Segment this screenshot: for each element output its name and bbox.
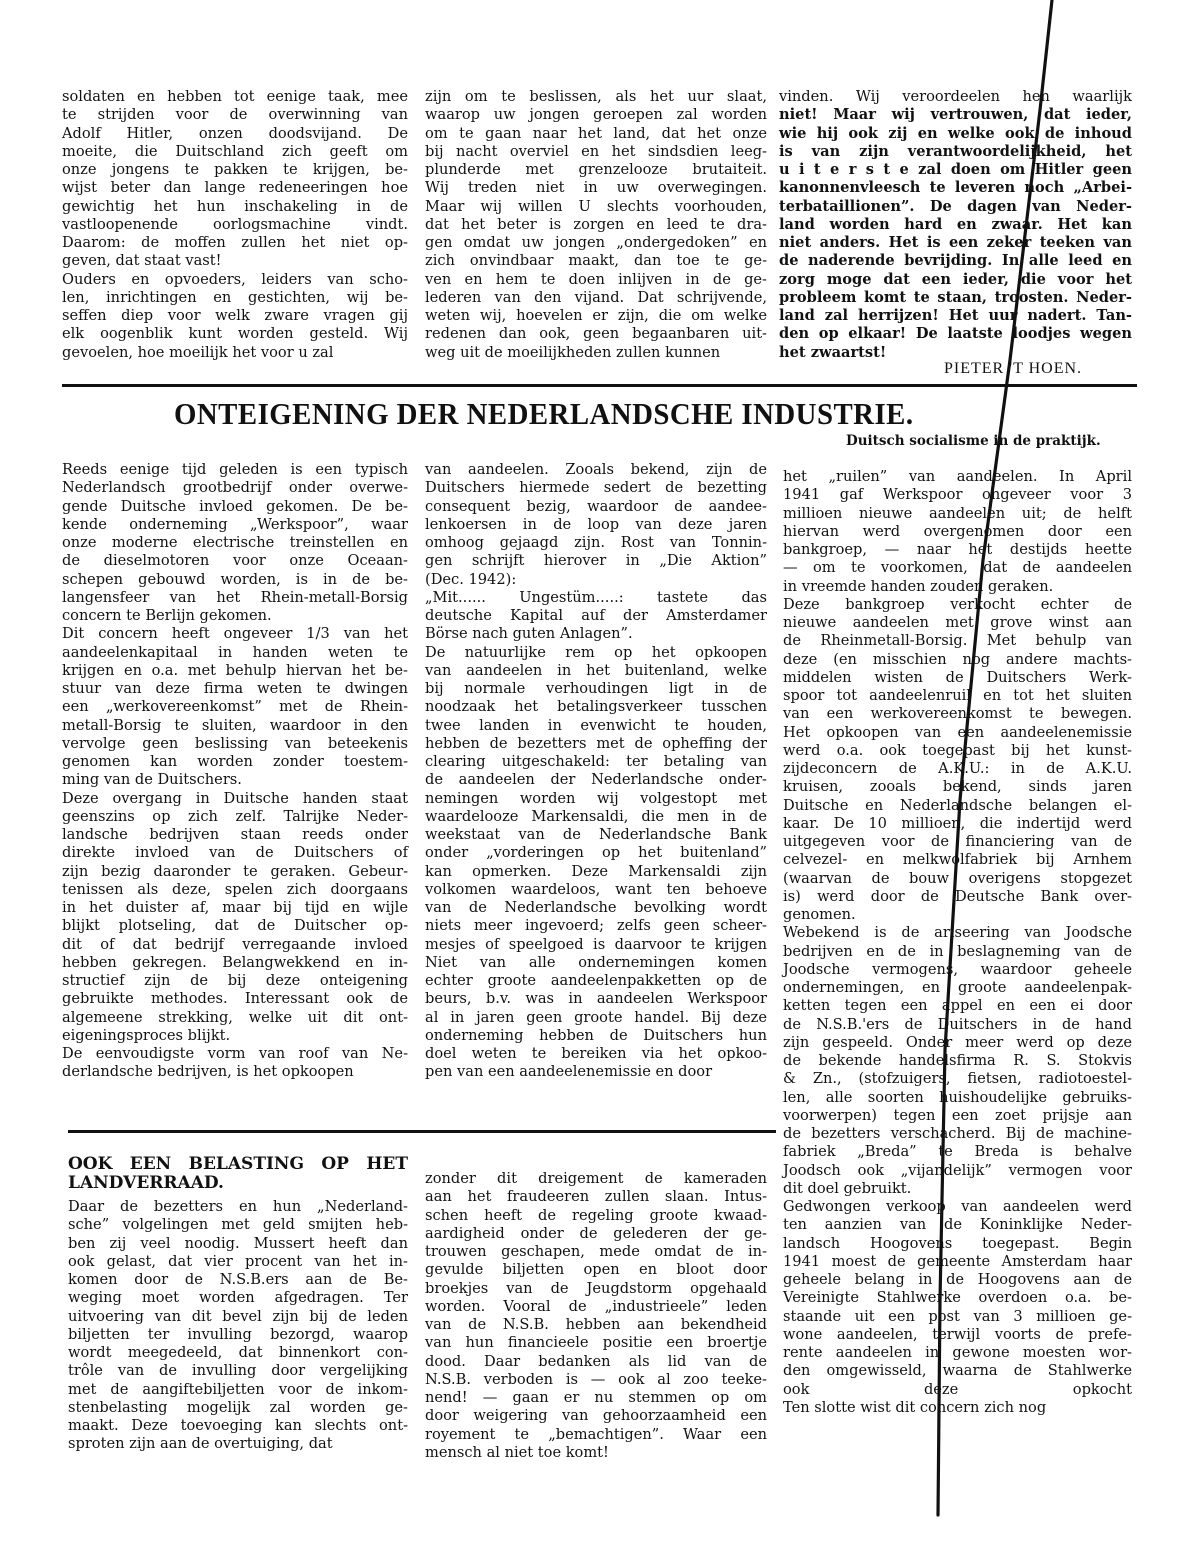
text-line: aardigheid onder de gelederen der ge- [425, 1224, 767, 1242]
text-line: gewichtig het hun inschakeling in de [62, 197, 408, 215]
text-line: deze (en misschien nog andere machts- [783, 650, 1132, 668]
text-line: deutsche Kapital auf der Amsterdamer [425, 607, 767, 624]
text-line: clearing uitgeschakeld: ter betaling van [425, 753, 767, 770]
text-line: De eenvoudigste vorm van roof van Ne- [62, 1045, 408, 1062]
text-line: van aandeelen. Zooals bekend, zijn de [425, 461, 767, 478]
text-line: te strijden voor de overwinning van [62, 106, 408, 124]
text-line: schen heeft de regeling groote kwaad- [425, 1206, 767, 1224]
main-article-column-1 [62, 461, 408, 1082]
text-line: aan het fraudeeren zullen slaan. Intus- [425, 1188, 767, 1206]
text-line: zonder dit dreigement de kameraden [425, 1170, 767, 1187]
text-line: in het duister af, maar bij tijd en wijle [62, 899, 408, 916]
text-line: vervolge geen beslissing van beteekenis [62, 734, 408, 752]
text-line: door weigering van gehoorzaamheid een [425, 1407, 767, 1425]
text-line: u i t e r s t e zal doen om Hitler geen [779, 161, 1132, 178]
text-line: de naderende bevrijding. In alle leed en [779, 252, 1132, 270]
text-line: niet! Maar wij vertrouwen, dat ieder, [779, 106, 1132, 124]
text-line: ketten tegen een appel en een ei door [783, 997, 1132, 1015]
text-line: De natuurlijke rem op het opkoopen [425, 643, 767, 661]
text-line: volkomen waardeloos, want ten behoeve [425, 880, 767, 898]
text-line: Gedwongen verkoop van aandeelen werd [783, 1198, 1132, 1215]
text-line: redenen dan ook, geen begaanbaren uit- [425, 325, 767, 343]
text-line: lederen van den vijand. Dat schrijvende, [425, 288, 767, 306]
text-line: kende onderneming „Werkspoor”, waar [62, 515, 408, 533]
text-line: eigeningsproces blijkt. [62, 1026, 231, 1044]
text-line: mensch al niet toe komt! [425, 1443, 609, 1461]
text-line: spoor tot aandeelenruil en tot het sluiten [783, 687, 1132, 704]
text-line: ook deze opkocht [783, 1380, 1132, 1398]
text-line: doel weten te bereiken via het opkoo- [425, 1045, 767, 1062]
text-line: dat het beter is zorgen en leed te dra- [425, 215, 767, 233]
text-line: hebben gekregen. Belangwekkend en in- [62, 953, 408, 971]
text-line: derlandsche bedrijven, is het opkoopen [62, 1063, 354, 1081]
text-line: is van zijn verantwoordelijkheid, het [779, 142, 1132, 160]
text-line: van de Nederlandsche bevolking wordt [425, 899, 767, 916]
text-line: concern te Berlijn gekomen. [62, 607, 272, 624]
text-line: uitgegeven voor de financiering van de [783, 833, 1132, 850]
text-line: Ouders en opvoeders, leiders van scho- [62, 270, 408, 288]
text-line: weg uit de moeilijkheden zullen kunnen [425, 343, 721, 361]
text-line: niets meer ingevoerd; zelfs geen scheer- [425, 917, 767, 935]
text-line: len, alle soorten huishoudelijke gebruiks- [783, 1088, 1132, 1106]
text-line: lenkoersen in de loop van deze jaren [425, 515, 767, 533]
text-line: bij normale verhoudingen ligt in de [425, 680, 767, 697]
text-line: gen omdat uw jongen „ondergedoken” en [425, 234, 767, 251]
text-line: hiervan werd overgenomen door een [783, 522, 1132, 540]
text-line: nemingen worden wij volgestopt met [425, 789, 767, 807]
text-line: Nederlandsch grootbedrijf onder overwe- [62, 479, 408, 497]
text-line: ven en hem te doen inlijven in de ge- [425, 270, 767, 288]
text-line: gebruikte methodes. Interessant ook de [62, 990, 408, 1008]
text-line: metall-Borsig te sluiten, waardoor in den [62, 716, 408, 734]
text-line: middelen wisten de Duitschers Werk- [783, 668, 1132, 686]
text-line: zorg moge dat een ieder, die voor het [779, 270, 1132, 288]
text-line: van de N.S.B. hebben aan bekendheid [425, 1316, 767, 1333]
text-line: noodzaak het betalingsverkeer tusschen [425, 698, 767, 716]
text-line: dood. Daar bedanken als lid van de [425, 1352, 767, 1370]
text-line: Wij treden niet in uw overwegingen. [425, 179, 767, 197]
text-line: land worden hard en zwaar. Het kan [779, 215, 1132, 233]
text-line: het zwaartst! [779, 343, 887, 361]
text-line: moeite, die Duitschland zich geeft om [62, 142, 408, 160]
text-line: van aandeelen in het buitenland, welke [425, 661, 767, 679]
text-line: structief zijn de bij deze onteigening [62, 972, 408, 989]
text-line: uitvoering van dit bevel zijn bij de leden [68, 1307, 408, 1325]
text-line: Maar wij willen U slechts voorhouden, [425, 197, 767, 215]
text-line: omhoog gejaagd zijn. Rost van Tonnin- [425, 534, 767, 551]
text-line: sproten zijn aan de overtuiging, dat [68, 1435, 333, 1453]
text-line: voorwerpen) tegen een zoet prijsje aan [783, 1106, 1132, 1124]
text-line: pen van een aandeelenemissie en door [425, 1063, 713, 1081]
text-line: komen door de N.S.B.ers aan de Be- [68, 1271, 408, 1288]
text-line: algemeene strekking, welke uit dit ont- [62, 1008, 408, 1026]
text-line: den op elkaar! De laatste loodjes wegen [779, 325, 1132, 343]
text-line: geven, dat staat vast! [62, 252, 222, 270]
text-line: gevoelen, hoe moeilijk het voor u zal [62, 343, 334, 361]
text-line: de N.S.B.'ers de Duitschers in de hand [783, 1015, 1132, 1033]
text-line: stuur van deze firma weten te dwingen [62, 680, 408, 697]
main-article-column-2 [425, 461, 767, 1082]
text-line: (waarvan de bouw overigens stopgezet [783, 869, 1132, 887]
text-line: in vreemde handen zouden geraken. [783, 577, 1054, 595]
text-line: Vereinigte Stahlwerke overdoen o.a. be- [783, 1289, 1132, 1307]
text-line: Dit concern heeft ongeveer 1/3 van het [62, 625, 408, 643]
text-line: werd o.a. ook toegepast bij het kunst- [783, 741, 1132, 759]
text-line: de bekende handelsfirma R. S. Stokvis [783, 1052, 1132, 1069]
text-line: trôle van de invulling door vergelijking [68, 1362, 408, 1380]
text-line: zijn gespeeld. Onder meer werd op deze [783, 1033, 1132, 1051]
text-line: Reeds eenige tijd geleden is een typisch [62, 461, 408, 478]
text-line: onze moderne electrische treinstellen en [62, 534, 408, 551]
text-line: kaar. De 10 millioen, die indertijd werd [783, 814, 1132, 832]
text-line: wie hij ook zij en welke ook de inhoud [779, 124, 1132, 142]
text-line: genomen. [783, 906, 856, 923]
text-line: kanonnenvleesch te leveren noch „Arbei- [779, 179, 1132, 197]
text-line: (Dec. 1942): [425, 570, 517, 588]
text-line: blijkt plotseling, dat de Duitscher op- [62, 917, 408, 935]
section-divider-top [62, 384, 1137, 387]
text-line: het „ruilen” van aandeelen. In April [783, 468, 1132, 485]
text-line: bij nacht overviel en het sindsdien leeg- [425, 142, 767, 160]
text-line: den omgewisseld, waarna de Stahlwerke [783, 1362, 1132, 1380]
text-line: Joodsche vermogens, waardoor geheele [783, 960, 1132, 978]
text-line: nieuwe aandeelen met grove winst aan [783, 614, 1132, 631]
text-line: tenissen als deze, spelen zich doorgaans [62, 880, 408, 898]
text-line: nend! — gaan er nu stemmen op om [425, 1389, 767, 1406]
top-article-column-2 [425, 88, 767, 362]
text-line: niet anders. Het is een zeker teeken van [779, 234, 1132, 251]
text-line: dit of dat bedrijf verregaande invloed [62, 935, 408, 953]
text-line: wordt meegedeeld, dat binnenkort con- [68, 1344, 408, 1361]
second-article-column-1 [68, 1198, 408, 1454]
text-line: geheele belang in de Hoogovens aan de [783, 1271, 1132, 1288]
text-line: vinden. Wij veroordeelen hen waarlijk [779, 88, 1132, 105]
text-line: dit doel gebruikt. [783, 1179, 912, 1197]
text-line: consequent bezig, waardoor de aandee- [425, 497, 767, 515]
section-divider-bottom [68, 1130, 776, 1133]
text-line: wone aandeelen, terwijl voorts de prefe- [783, 1325, 1132, 1343]
text-line: aandeelenkapitaal in handen weten te [62, 643, 408, 661]
text-line: land zal herrijzen! Het uur nadert. Tan- [779, 307, 1132, 324]
text-line: Duitschers hiermede sedert de bezetting [425, 479, 767, 497]
text-line: weekstaat van de Nederlandsche Bank [425, 826, 767, 843]
text-line: de aandeelen der Nederlandsche onder- [425, 771, 767, 789]
text-line: een „werkovereenkomst” met de Rhein- [62, 698, 408, 716]
text-line: gen schrijft hierover in „Die Aktion” [425, 552, 767, 570]
text-line: elk oogenblik kunt worden gesteld. Wij [62, 325, 408, 343]
text-line: bankgroep, — naar het destijds heette [783, 541, 1132, 558]
text-line: N.S.B. verboden is — ook al zoo teeke- [425, 1370, 767, 1388]
text-line: Niet van alle ondernemingen komen [425, 953, 767, 971]
text-line: waardelooze Markensaldi, die men in de [425, 807, 767, 825]
text-line: trouwen geschapen, mede omdat de in- [425, 1243, 767, 1260]
top-article-column-1 [62, 88, 408, 362]
main-article-subheadline: Duitsch socialisme in de praktijk. [846, 433, 1101, 449]
text-line: kan opmerken. Deze Markensaldi zijn [425, 862, 767, 880]
text-line: millioen nieuwe aandeelen uit; de helft [783, 504, 1132, 522]
text-line: om te gaan naar het land, dat het onze [425, 124, 767, 142]
text-line: Daar de bezetters en hun „Nederland- [68, 1198, 408, 1215]
top-article-column-3 [779, 88, 1132, 362]
text-line: — om te voorkomen, dat de aandeelen [783, 559, 1132, 577]
text-line: gevulde biljetten open en bloot door [425, 1261, 767, 1279]
text-line: maakt. Deze toevoeging kan slechts ont- [68, 1417, 408, 1434]
text-line: zich onvindbaar maakt, dan toe te ge- [425, 252, 767, 270]
text-line: staande uit een post van 3 millioen ge- [783, 1307, 1132, 1325]
main-article-column-3 [783, 468, 1132, 1417]
text-line: zijdeconcern de A.K.U.: in de A.K.U. [783, 760, 1132, 777]
text-line: Webekend is de ariseering van Joodsche [783, 924, 1132, 942]
text-line: plunderde met grenzelooze brutaiteit. [425, 161, 767, 178]
text-line: Börse nach guten Anlagen”. [425, 625, 633, 643]
top-article-signature: PIETER 'T HOEN. [944, 360, 1083, 377]
text-line: stenbelasting mogelijk zal worden ge- [68, 1398, 408, 1416]
text-line: van hun financieele positie een broertje [425, 1334, 767, 1352]
text-line: de bezetters verschacherd. Bij de machine- [783, 1125, 1132, 1142]
text-line: & Zn., (stofzuigers, fietsen, radiotoestel- [783, 1070, 1132, 1088]
text-line: krijgen en o.a. met behulp hiervan het be- [62, 661, 408, 679]
text-line: Deze overgang in Duitsche handen staat [62, 789, 408, 807]
text-line: schepen gebouwd worden, is in de be- [62, 570, 408, 588]
second-article-headline [68, 1155, 408, 1193]
text-line: royement te „bemachtigen”. Waar een [425, 1425, 767, 1443]
text-line: geenszins op zich zelf. Talrijke Neder- [62, 807, 408, 825]
text-line: kruisen, zooals bekend, sinds jaren [783, 778, 1132, 796]
text-line: langensfeer van het Rhein-metall-Borsig [62, 588, 408, 606]
second-article-column-2 [425, 1170, 767, 1462]
text-line: twee landen in evenwicht te houden, [425, 716, 767, 734]
text-line: ming van de Duitschers. [62, 771, 242, 789]
text-line: mesjes of speelgoed is daarvoor te krijgen [425, 935, 767, 953]
text-line: Adolf Hitler, onzen doodsvijand. De [62, 124, 408, 142]
text-line: wijst beter dan lange redeneeringen hoe [62, 179, 408, 197]
text-line: Joodsch ook „vijandelijk” vermogen voor [783, 1161, 1132, 1179]
text-line: vastloopenende oorlogsmachine vindt. [62, 215, 408, 233]
text-line: Het opkoopen van een aandeelenemissie [783, 723, 1132, 741]
text-line: met de aangiftebiljetten voor de inkom- [68, 1380, 408, 1398]
text-line: onze jongens te pakken te krijgen, be- [62, 161, 408, 178]
text-line: genomen kan worden zonder toestem- [62, 753, 408, 770]
text-line: Ten slotte wist dit concern zich nog [783, 1398, 1047, 1416]
text-line: hebben de bezetters met de opheffing der [425, 734, 767, 752]
main-article-headline: ONTEIGENING DER NEDERLANDSCHE INDUSTRIE. [174, 396, 914, 431]
text-line: de dieselmotoren voor onze Oceaan- [62, 552, 408, 570]
text-line: onder „vorderingen op het buitenland” [425, 844, 767, 862]
text-line: waarop uw jongen geroepen zal worden [425, 106, 767, 124]
text-line: de Rheinmetall-Borsig. Met behulp van [783, 632, 1132, 650]
text-line: van een werkovereenkomst te bewegen. [783, 705, 1132, 723]
text-line: ben zij veel noodig. Mussert heeft dan [68, 1234, 408, 1252]
text-line: weten wij, hoevelen er zijn, die om welke [425, 307, 767, 324]
text-line: 1941 moest de gemeente Amsterdam haar [783, 1252, 1132, 1270]
text-line: soldaten en hebben tot eenige taak, mee [62, 88, 408, 105]
text-line: gende Duitsche invloed gekomen. De be- [62, 497, 408, 515]
text-line: Duitsche en Nederlandsche belangen el- [783, 796, 1132, 814]
text-line: sche” volgelingen met geld smijten heb- [68, 1216, 408, 1234]
text-line: rente aandeelen in gewone moesten wor- [783, 1344, 1132, 1361]
text-line: Deze bankgroep verkocht echter de [783, 595, 1132, 613]
text-line: landsche bedrijven staan reeds onder [62, 826, 408, 843]
text-line: terbataillionen”. De dagen van Neder- [779, 197, 1132, 215]
text-line: onderneming hebben de Duitschers hun [425, 1026, 767, 1044]
text-line: 1941 gaf Werkspoor ongeveer voor 3 [783, 486, 1132, 504]
text-line: broekjes van de Jeugdstorm opgehaald [425, 1279, 767, 1297]
text-line: ten aanzien van de Koninklijke Neder- [783, 1216, 1132, 1234]
text-line: landsch Hoogovens toegepast. Begin [783, 1234, 1132, 1252]
text-line: ook gelast, dat vier procent van het in- [68, 1252, 408, 1270]
text-line: celvezel- en melkwolfabriek bij Arnhem [783, 851, 1132, 869]
text-line: worden. Vooral de „industrieele” leden [425, 1297, 767, 1315]
text-line: zijn om te beslissen, als het uur slaat, [425, 88, 767, 105]
text-line: is) werd door de Deutsche Bank over- [783, 887, 1132, 905]
text-line: weging moet worden afgedragen. Ter [68, 1289, 408, 1307]
text-line: direkte invloed van de Duitschers of [62, 844, 408, 862]
text-line: Daarom: de moffen zullen het niet op- [62, 234, 408, 251]
headline-line-1: OOK EEN BELASTING OP HET [68, 1154, 408, 1174]
text-line: ondernemingen, en groote aandeelenpak- [783, 979, 1132, 996]
text-line: echter groote aandeelenpakketten op de [425, 972, 767, 989]
text-line: zijn bezig daaronder te geraken. Gebeur- [62, 862, 408, 880]
headline-line-2: LANDVERRAAD. [68, 1173, 224, 1193]
text-line: „Mit...... Ungestüm.....: tastete das [425, 588, 767, 606]
text-line: len, inrichtingen en gestichten, wij be- [62, 288, 408, 306]
text-line: seffen diep voor welk zware vragen gij [62, 307, 408, 324]
text-line: fabriek „Breda” te Breda is behalve [783, 1143, 1132, 1161]
text-line: bedrijven en de in beslagneming van de [783, 942, 1132, 960]
text-line: probleem komt te staan, troosten. Neder- [779, 288, 1132, 306]
text-line: biljetten ter invulling bezorgd, waarop [68, 1325, 408, 1343]
text-line: beurs, b.v. was in aandeelen Werkspoor [425, 990, 767, 1008]
text-line: al in jaren geen groote handel. Bij deze [425, 1008, 767, 1026]
